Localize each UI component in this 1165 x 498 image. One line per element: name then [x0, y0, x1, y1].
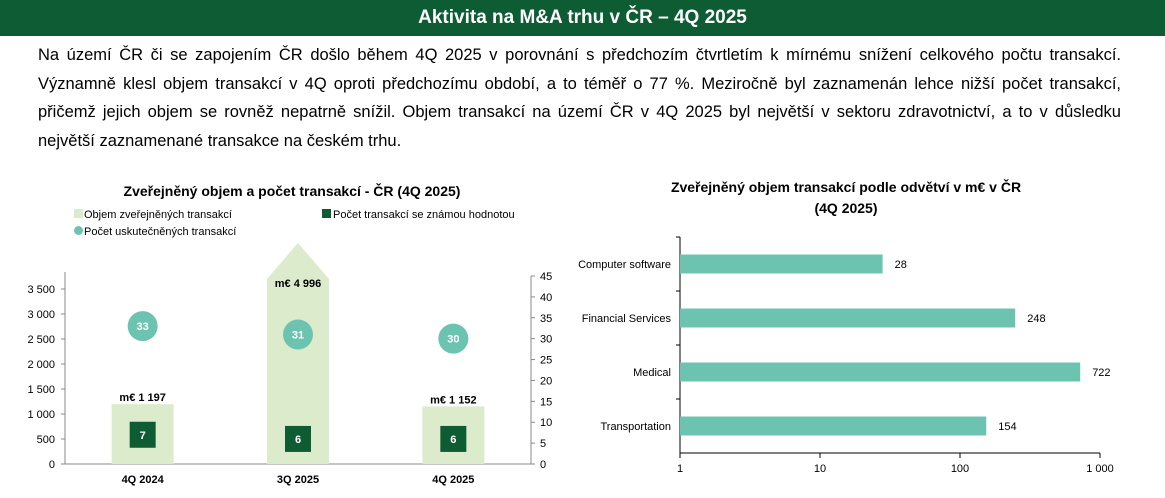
- right-tick-label: 30: [540, 333, 553, 346]
- sector-chart-title: Zveřejněný objem transakcí podle odvětví v m€ v ČR: [670, 179, 1022, 195]
- sector-category-label: Medical: [633, 367, 671, 379]
- page-title: Aktivita na M&A trhu v ČR – 4Q 2025: [418, 7, 747, 28]
- left-tick-label: 2 000: [27, 359, 55, 371]
- sector-category-label: Computer software: [578, 259, 671, 271]
- known-count-label: 7: [139, 429, 146, 442]
- left-tick-label: 1 500: [27, 384, 55, 396]
- right-tick-label: 45: [540, 271, 553, 283]
- volume-count-legend: [74, 209, 515, 238]
- right-tick-label: 40: [540, 291, 553, 304]
- category-label: 3Q 2025: [276, 474, 320, 486]
- volume-count-chart-panel: [0, 172, 568, 493]
- sector-bar: [680, 363, 1080, 382]
- legend-swatch-known-count: [322, 209, 331, 218]
- left-tick-label: 500: [36, 434, 55, 446]
- known-count-label: 6: [294, 433, 302, 446]
- right-tick-label: 25: [540, 354, 553, 367]
- sector-category-label: Financial Services: [581, 313, 671, 325]
- right-tick-label: 5: [540, 438, 547, 451]
- sector-value-label: 154: [998, 421, 1017, 433]
- sector-x-tick-label: 100: [950, 463, 970, 475]
- sector-bar: [680, 417, 986, 436]
- right-tick-label: 10: [540, 417, 553, 430]
- category-label: 4Q 2024: [121, 474, 164, 486]
- sector-chart-subtitle: (4Q 2025): [814, 200, 878, 216]
- intro-paragraph: Na území ČR či se zapojením ČR došlo během 4Q 2025 v porovnání s předchozím čtvrtletím k mírnému snížení celkového počtu transakcí. Významně klesl objem transakcí v 4Q oproti předchozímu období, a to téměř o 77 %. Meziročně byl zaznamenán lehce nižší počet transakcí, přičemž jejich objem se rovněž nepatrně snížil. Objem transakcí na území ČR v 4Q 2025 byl největší v sektoru zdravotnictví, a to v důsledku největší zaznamenané transakce na českém trhu.: [38, 46, 1121, 150]
- legend-swatch-volume: [74, 209, 83, 218]
- sector-chart: [568, 172, 1165, 493]
- sector-x-tick-label: 1: [676, 463, 684, 475]
- volume-data-label: m€ 4 996: [274, 278, 322, 290]
- category-label: 4Q 2025: [432, 474, 475, 486]
- sector-category-label: Transportation: [600, 421, 671, 433]
- sector-x-tick-label: 10: [813, 463, 827, 475]
- sector-value-label: 28: [894, 259, 907, 271]
- volume-count-chart-title: Zveřejněný objem a počet transakcí - ČR (4Q 2025): [123, 183, 461, 199]
- total-count-label: 31: [291, 329, 305, 342]
- right-tick-label: 15: [540, 396, 553, 409]
- left-tick-label: 2 500: [27, 334, 55, 346]
- sector-chart-panel: [568, 172, 1165, 493]
- right-tick-label: 35: [540, 312, 553, 325]
- total-count-label: 33: [136, 321, 149, 334]
- legend-label-known-count: Počet transakcí se známou hodnotou: [333, 209, 515, 221]
- sector-value-label: 248: [1027, 313, 1046, 325]
- page-header: [0, 0, 1165, 36]
- volume-count-plot: [27, 243, 552, 486]
- sector-bar: [680, 309, 1015, 328]
- volume-count-chart: [0, 172, 568, 493]
- left-tick-label: 0: [48, 459, 55, 471]
- sector-bar: [680, 255, 883, 274]
- legend-label-volume: Objem zveřejněných transakcí: [84, 209, 232, 221]
- volume-data-label: m€ 1 197: [119, 392, 166, 405]
- legend-label-total-count: Počet uskutečněných transakcí: [84, 226, 237, 238]
- right-tick-label: 0: [540, 459, 547, 471]
- sector-value-label: 722: [1092, 367, 1111, 379]
- sector-plot: [578, 237, 1114, 475]
- known-count-label: 6: [450, 433, 457, 446]
- right-tick-label: 20: [540, 375, 553, 388]
- left-tick-label: 1 000: [27, 409, 55, 421]
- total-count-label: 30: [447, 333, 460, 346]
- volume-data-label: m€ 1 152: [430, 394, 477, 407]
- legend-swatch-total-count: [74, 226, 83, 235]
- sector-x-tick-label: 1 000: [1086, 463, 1114, 475]
- left-tick-label: 3 000: [27, 309, 55, 321]
- left-tick-label: 3 500: [27, 284, 55, 296]
